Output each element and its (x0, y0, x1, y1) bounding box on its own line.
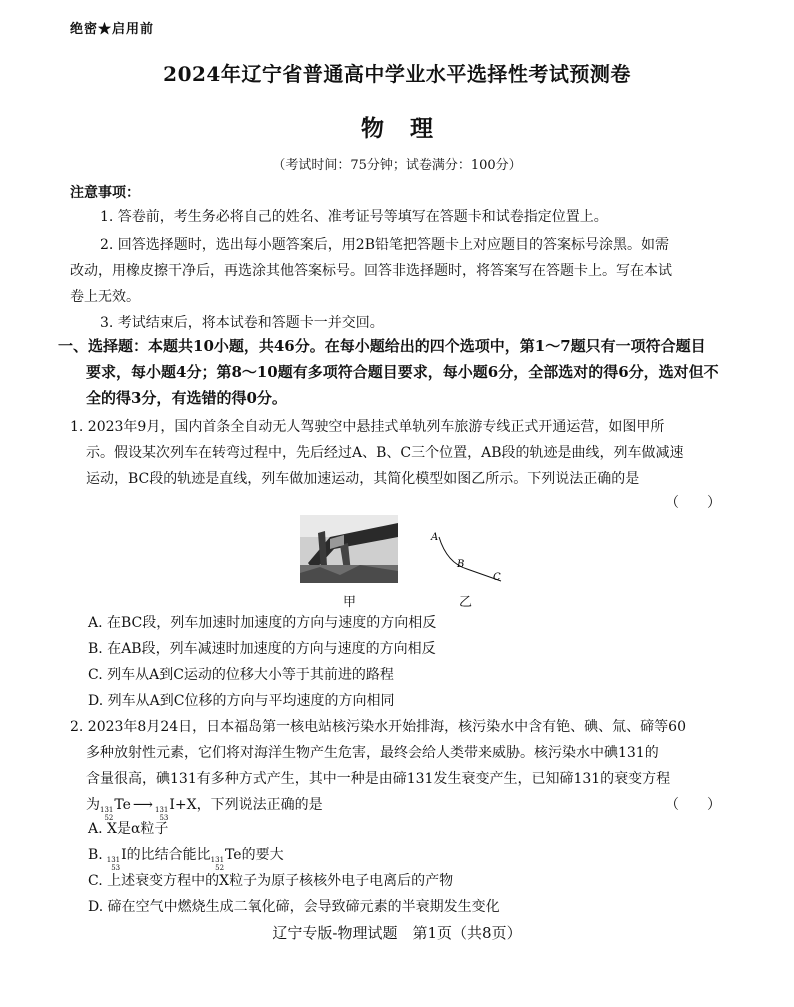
monorail-photo-icon (300, 515, 398, 583)
q1-figure-b-caption: 乙 (459, 595, 473, 610)
i-mass-number: 131 (155, 806, 169, 814)
q2-answer-blank: （ ） (665, 797, 721, 813)
q1-answer-blank: （ ） (665, 495, 721, 511)
q1-option-c: C. 列车从A到C运动的位移大小等于其前进的路程 (88, 667, 394, 683)
section-1-line-2: 要求，每小题4分；第8～10题有多项符合题目要求，每小题6分，全部选对的得6分，选对但不 (86, 363, 719, 381)
i-mass-number-b: 131 (106, 856, 121, 864)
exam-title: 2024年辽宁省普通高中学业水平选择性考试预测卷 (163, 62, 631, 86)
q2-stem-line-3: 含量很高，碘131有多种方式产生，其中一种是由碲131发生衰变产生，已知碲131的衰变方程 (86, 771, 671, 787)
point-c-label: C (493, 572, 501, 583)
te-mass-number: 131 (100, 806, 114, 814)
q2-option-b (88, 844, 284, 872)
te-charge-number: 52 (104, 814, 114, 822)
point-b-label: B (457, 559, 465, 570)
q1-figure-a-caption: 甲 (343, 595, 357, 610)
confidential-mark: 绝密★启用前 (70, 22, 155, 37)
section-1-line-1: 一、选择题：本题共10小题，共46分。在每小题给出的四个选项中，第1～7题只有一项符合题目 (58, 337, 706, 355)
note-item-3: 3. 考试结束后，将本试卷和答题卡一并交回。 (100, 315, 384, 331)
reaction-arrow-icon: ⟶ (132, 797, 153, 813)
section-1-line-3: 全的得3分，有选错的得0分。 (86, 389, 287, 407)
i-symbol: I (169, 797, 175, 813)
q2-option-c: C. 上述衰变方程中的X粒子为原子核核外电子电离后的产物 (88, 873, 454, 889)
iodine-nuclide-b (107, 847, 127, 872)
q1-option-b: B. 在AB段，列车减速时加速度的方向与速度的方向相反 (88, 641, 436, 657)
q2-line-4-suffix: +X，下列说法正确的是 (174, 797, 323, 813)
i-charge-number-b: 53 (111, 864, 121, 872)
te-mass-number-b: 131 (210, 856, 225, 864)
exam-time-info: （考试时间：75分钟；试卷满分：100分） (272, 158, 522, 173)
subject-title: 物理 (361, 115, 459, 142)
point-a-label: A (431, 532, 439, 543)
q1-stem-line-2: 示。假设某次列车在转弯过程中，先后经过A、B、C三个位置，AB段的轨迹是曲线，列车做减速 (86, 445, 684, 461)
q2-option-b-suffix: 的要大 (241, 847, 284, 863)
te-symbol-b: Te (225, 847, 242, 863)
page-footer: 辽宁专版-物理试题 第1页（共8页） (272, 924, 522, 942)
q2-option-d: D. 碲在空气中燃烧生成二氧化碲，会导致碲元素的半衰期发生变化 (88, 899, 500, 915)
q2-line-4-prefix: 为 (86, 797, 100, 813)
q2-option-b-middle: 的比结合能比 (126, 847, 211, 863)
q1-option-d: D. 列车从A到C位移的方向与平均速度的方向相同 (88, 693, 395, 709)
q2-option-a: A. X是α粒子 (88, 821, 169, 837)
tellurium-nuclide-b (211, 847, 242, 872)
note-item-2-line-1: 2. 回答选择题时，选出每小题答案后，用2B铅笔把答题卡上对应题目的答案标号涂黑。如需 (100, 237, 670, 253)
q2-option-b-prefix: B. (88, 847, 103, 863)
q1-option-a: A. 在BC段，列车加速时加速度的方向与速度的方向相反 (88, 615, 437, 631)
q1-stem-line-1: 1. 2023年9月，国内首条全自动无人驾驶空中悬挂式单轨列车旅游专线正式开通运营，如图甲所 (70, 419, 665, 435)
q2-stem-line-1: 2. 2023年8月24日，日本福岛第一核电站核污染水开始排海，核污染水中含有铯、碘、氚、碲等60 (70, 719, 686, 735)
note-item-2-line-3: 卷上无效。 (70, 289, 140, 305)
te-symbol: Te (114, 797, 131, 813)
q2-stem-line-2: 多种放射性元素，它们将对海洋生物产生危害，最终会给人类带来威胁。核污染水中碘131的 (86, 745, 659, 761)
q1-trajectory-diagram (425, 527, 515, 587)
note-item-2-line-2: 改动，用橡皮擦干净后，再选涂其他答案标号。回答非选择题时，将答案写在答题卡上。写在本试 (70, 263, 672, 279)
notes-heading: 注意事项： (70, 185, 140, 201)
te-charge-number-b: 52 (215, 864, 225, 872)
i-charge-number: 53 (159, 814, 169, 822)
i-symbol-b: I (121, 847, 127, 863)
q1-figure-photo (300, 515, 398, 583)
note-item-1: 1. 答卷前，考生务必将自己的姓名、准考证号等填写在答题卡和试卷指定位置上。 (100, 209, 608, 225)
q1-stem-line-3: 运动，BC段的轨迹是直线，列车做加速运动，其简化模型如图乙所示。下列说法正确的是 (86, 471, 640, 487)
